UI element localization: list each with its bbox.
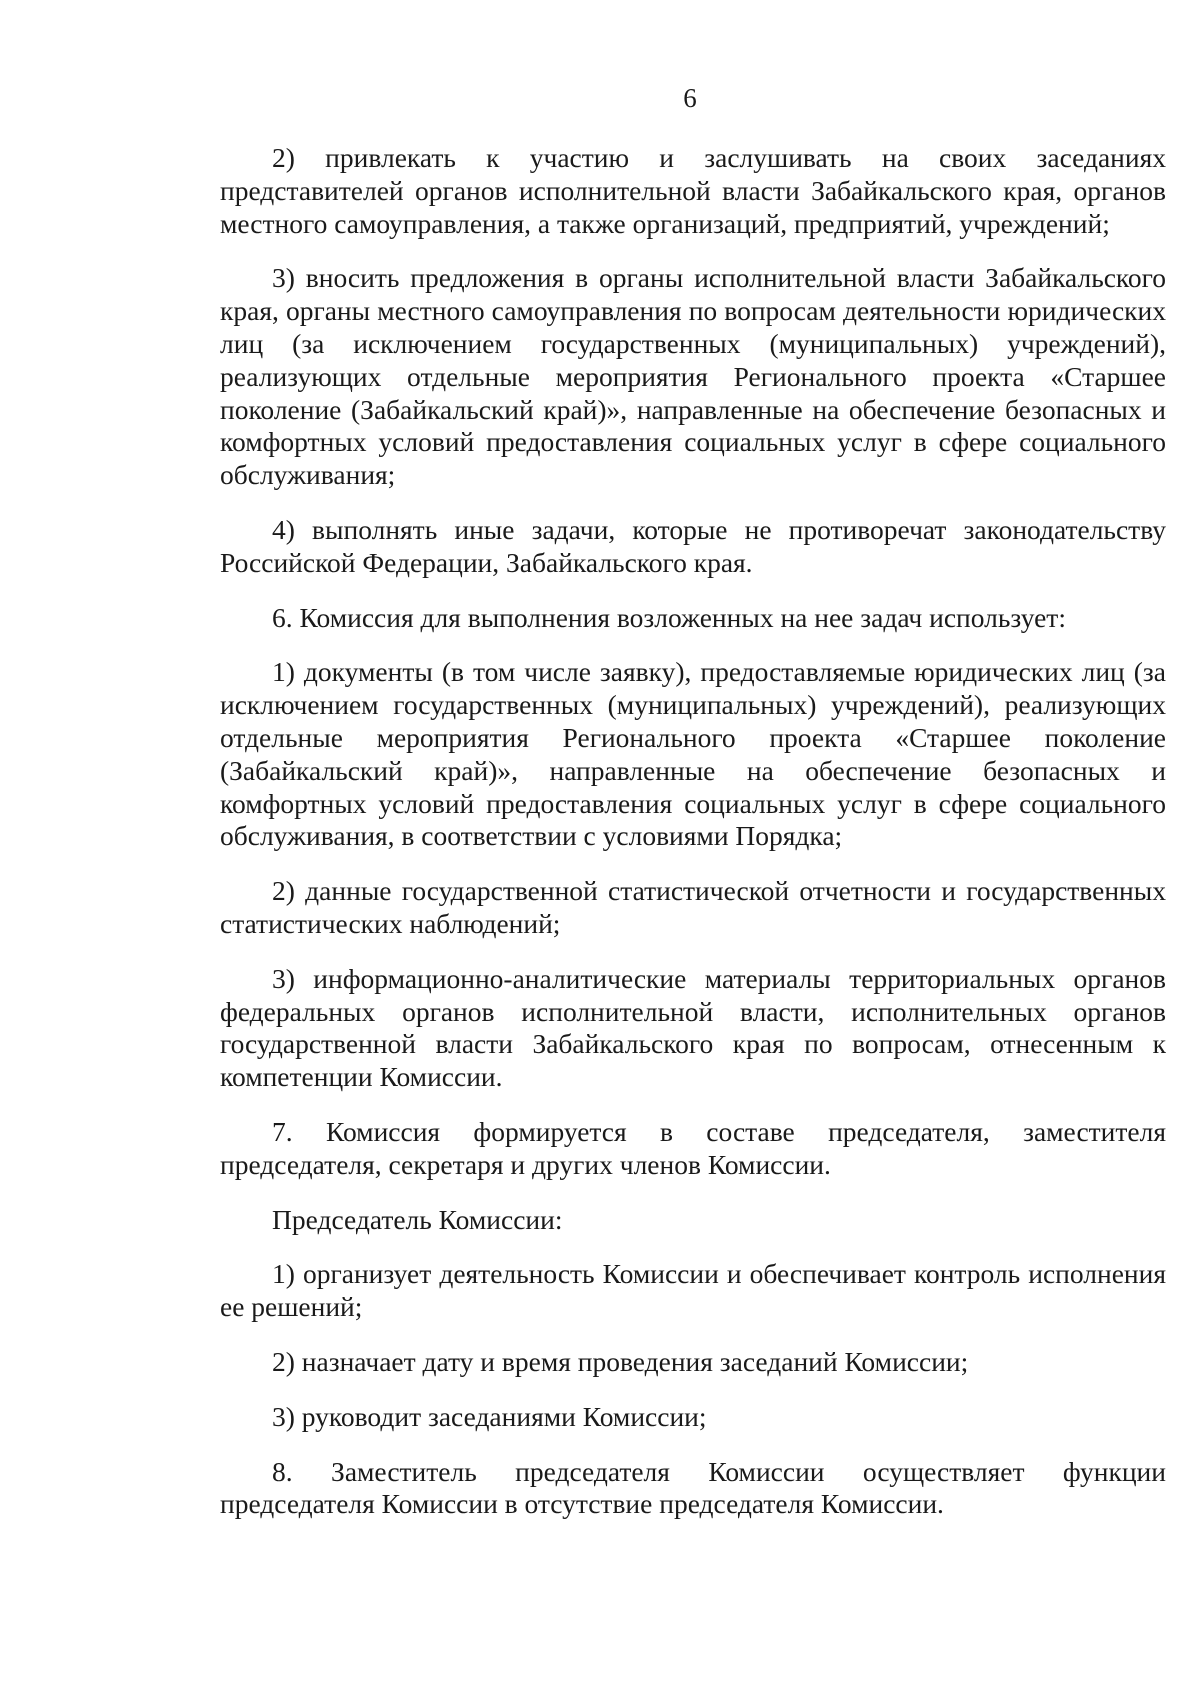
paragraph-submit-proposals: 3) вносить предложения в органы исполнительной власти Забайкальского края, органы местного самоуправления по вопросам деятельности юридических лиц (за исключением государственных (муниципальных) учреждений), реализующих отдельные мероприятия Регионального проекта «Старшее поколение (Забайкальский край)», направленные на обеспечение безопасных и комфортных условий предоставления социальных услуг в сфере социального обслуживания; [220, 262, 1166, 491]
paragraph-documents: 1) документы (в том числе заявку), предоставляемые юридических лиц (за исключением государственных (муниципальных) учреждений), реализующих отдельные мероприятия Регионального проекта «Старшее поколение (Забайкальский край)», направленные на обеспечение безопасных и комфортных условий предоставления социальных услуг в сфере социального обслуживания, в соответствии с условиями Порядка; [220, 656, 1166, 852]
document-body [220, 142, 1166, 1543]
page-number: 6 [683, 83, 697, 113]
paragraph-statistics: 2) данные государственной статистической отчетности и государственных статистических наблюдений; [220, 875, 1166, 939]
paragraph-section-6-heading: 6. Комиссия для выполнения возложенных на нее задач использует: [272, 601, 1066, 633]
paragraph-chair-organizes: 1) организует деятельность Комиссии и обеспечивает контроль исполнения ее решений; [220, 1258, 1166, 1323]
paragraph-analytics: 3) информационно-аналитические материалы территориальных органов федеральных органов исполнительной власти, исполнительных органов государственной власти Забайкальского края по вопросам, отнесенным к компетенции Комиссии. [220, 962, 1166, 1093]
paragraph-other-tasks: 4) выполнять иные задачи, которые не противоречат законодательству Российской Федерации, Забайкальского края. [220, 513, 1166, 578]
paragraph-section-7-composition: 7. Комиссия формируется в составе председателя, заместителя председателя, секретаря и других членов Комиссии. [220, 1115, 1166, 1180]
paragraph-chair-leads: 3) руководит заседаниями Комиссии; [272, 1400, 707, 1432]
paragraph-section-8-deputy: 8. Заместитель председателя Комиссии осуществляет функции председателя Комиссии в отсутствие председателя Комиссии. [220, 1455, 1166, 1520]
paragraph-invite-representatives: 2) привлекать к участию и заслушивать на своих заседаниях представителей органов исполнительной власти Забайкальского края, органов местного самоуправления, а также организаций, предприятий, учреждений; [220, 142, 1166, 239]
paragraph-chair-heading: Председатель Комиссии: [272, 1203, 563, 1235]
paragraph-chair-schedules: 2) назначает дату и время проведения заседаний Комиссии; [272, 1345, 969, 1377]
